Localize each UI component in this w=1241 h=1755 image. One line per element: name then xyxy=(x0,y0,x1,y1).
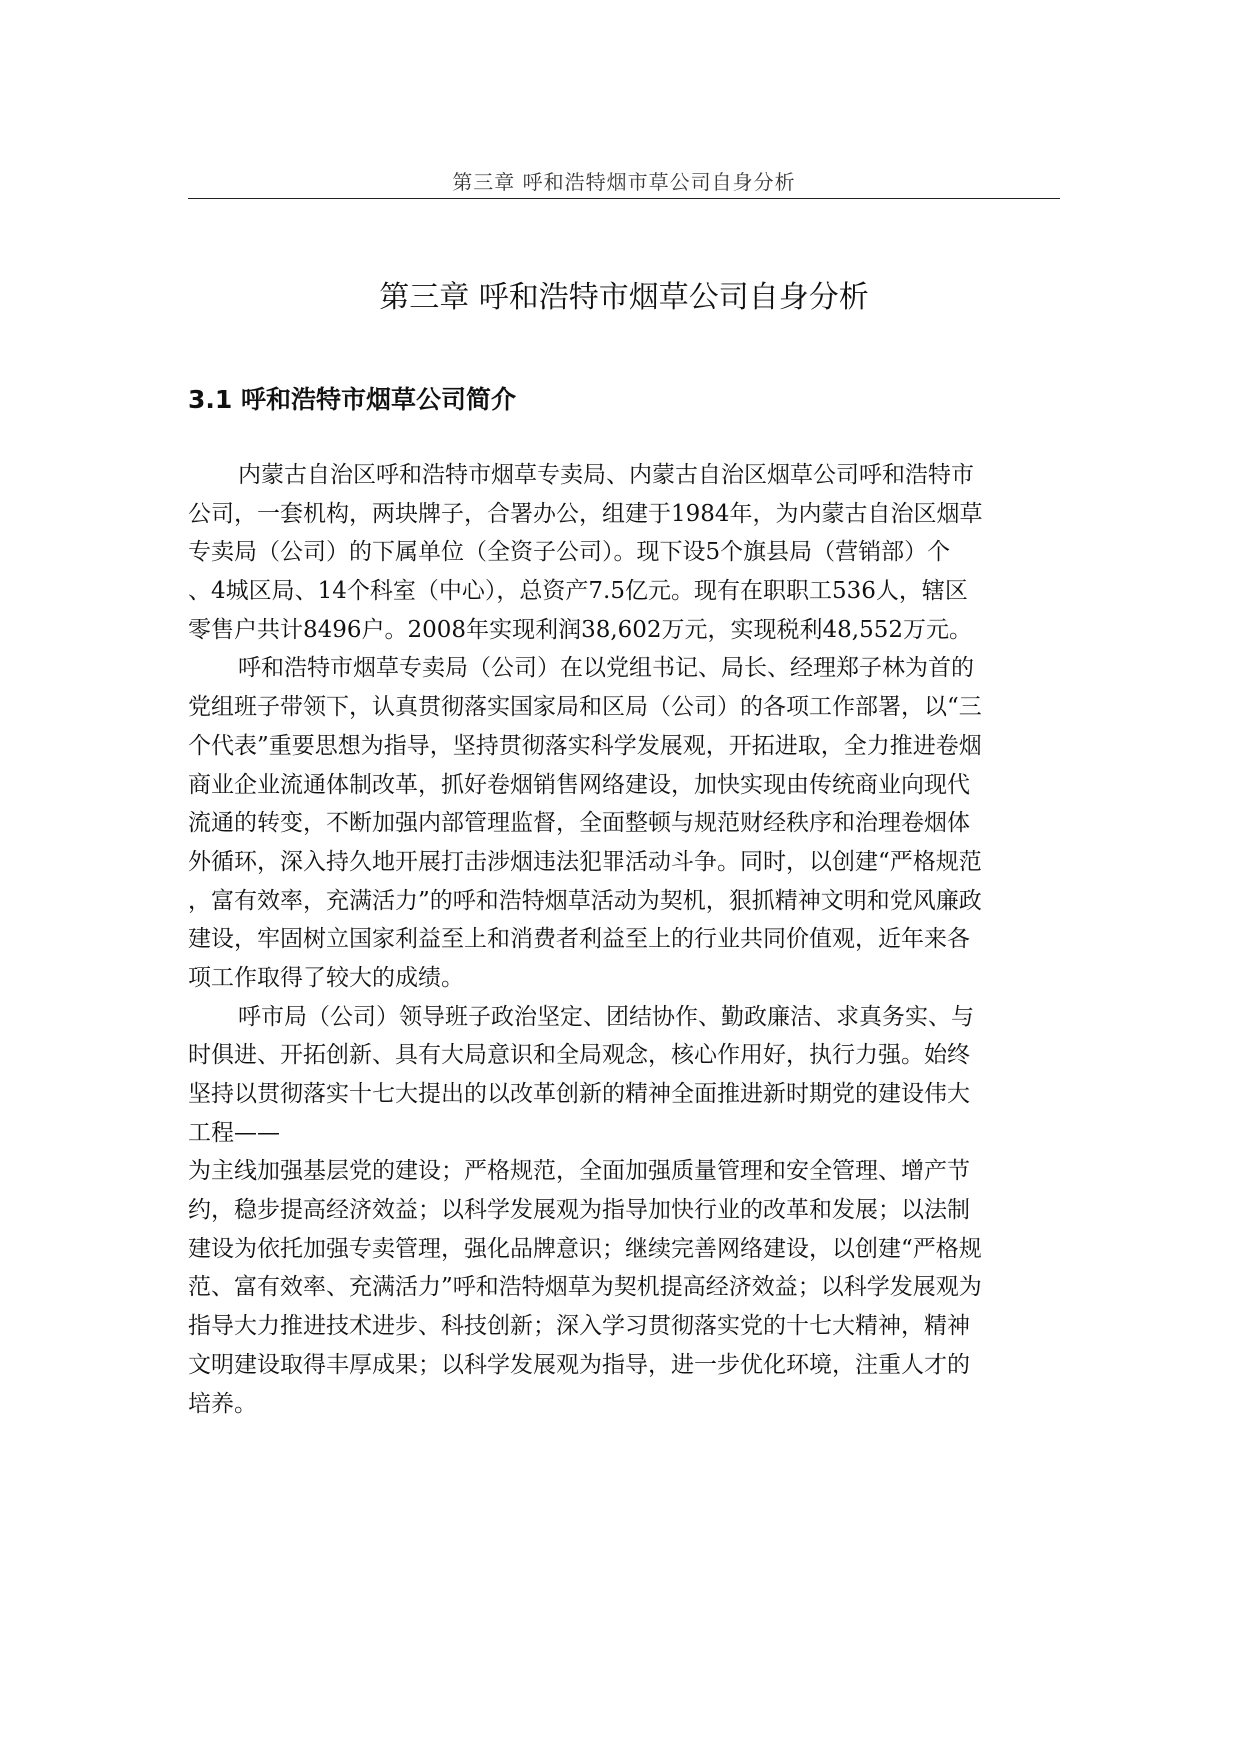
text-line: 为主线加强基层党的建设；严格规范，全面加强质量管理和安全管理、增产节 xyxy=(188,1158,970,1185)
paragraph-team xyxy=(188,998,1060,1424)
text-line: 党组班子带领下，认真贯彻落实国家局和区局（公司）的各项工作部署，以“三 xyxy=(188,694,982,721)
text-line: 坚持以贯彻落实十七大提出的以改革创新的精神全面推进新时期党的建设伟大 xyxy=(188,1081,970,1107)
text-line: 项工作取得了较大的成绩。 xyxy=(188,964,464,991)
text-line: 呼和浩特市烟草专卖局（公司）在以党组书记、局长、经理郑子林为首的 xyxy=(238,655,974,682)
text-line: 指导大力推进技术进步、科技创新；深入学习贯彻落实党的十七大精神，精神 xyxy=(188,1313,970,1340)
text-line: 约，稳步提高经济效益；以科学发展观为指导加快行业的改革和发展；以法制 xyxy=(188,1197,970,1224)
paragraph-leadership xyxy=(188,649,1060,997)
text-line: 、4城区局、14个科室（中心），总资产7.5亿元。现有在职职工536人，辖区 xyxy=(188,578,968,605)
body-text xyxy=(188,456,1060,1423)
text-line: 流通的转变，不断加强内部管理监督，全面整顿与规范财经秩序和治理卷烟体 xyxy=(188,810,970,837)
text-line: ，富有效率，充满活力”的呼和浩特烟草活动为契机，狠抓精神文明和党风廉政 xyxy=(188,887,982,914)
section-title: 3.1 呼和浩特市烟草公司简介 xyxy=(188,385,516,414)
text-line: 专卖局（公司）的下属单位（全资子公司）。现下设5个旗县局（营销部）个 xyxy=(188,539,951,566)
text-line: 工程—— xyxy=(188,1119,280,1146)
text-line: 零售户共计8496户。2008年实现利润38,602万元，实现税利48,552万元。 xyxy=(188,616,973,643)
chapter-title: 第三章 呼和浩特市烟草公司自身分析 xyxy=(379,280,869,315)
text-line: 外循环，深入持久地开展打击涉烟违法犯罪活动斗争。同时，以创建“严格规范 xyxy=(188,848,982,875)
text-line: 商业企业流通体制改革，抓好卷烟销售网络建设，加快实现由传统商业向现代 xyxy=(188,771,970,798)
paragraph-intro xyxy=(188,456,1060,649)
text-line: 个代表”重要思想为指导，坚持贯彻落实科学发展观，开拓进取，全力推进卷烟 xyxy=(188,732,982,759)
text-line: 培养。 xyxy=(188,1390,257,1417)
text-line: 文明建设取得丰厚成果；以科学发展观为指导，进一步优化环境，注重人才的 xyxy=(188,1351,970,1378)
text-line: 范、富有效率、充满活力”呼和浩特烟草为契机提高经济效益；以科学发展观为 xyxy=(188,1274,982,1301)
text-line: 时俱进、开拓创新、具有大局意识和全局观念，核心作用好，执行力强。始终 xyxy=(188,1042,970,1069)
running-header: 第三章 呼和浩特烟市草公司自身分析 xyxy=(452,170,796,194)
text-line: 建设为依托加强专卖管理，强化品牌意识；继续完善网络建设，以创建“严格规 xyxy=(188,1235,982,1262)
text-line: 建设，牢固树立国家利益至上和消费者利益至上的行业共同价值观，近年来各 xyxy=(188,926,970,953)
text-line: 内蒙古自治区呼和浩特市烟草专卖局、内蒙古自治区烟草公司呼和浩特市 xyxy=(238,462,974,488)
text-line: 公司，一套机构，两块牌子，合署办公，组建于1984年，为内蒙古自治区烟草 xyxy=(188,500,983,527)
header-divider xyxy=(188,198,1060,199)
text-line: 呼市局（公司）领导班子政治坚定、团结协作、勤政廉洁、求真务实、与 xyxy=(238,1003,974,1030)
